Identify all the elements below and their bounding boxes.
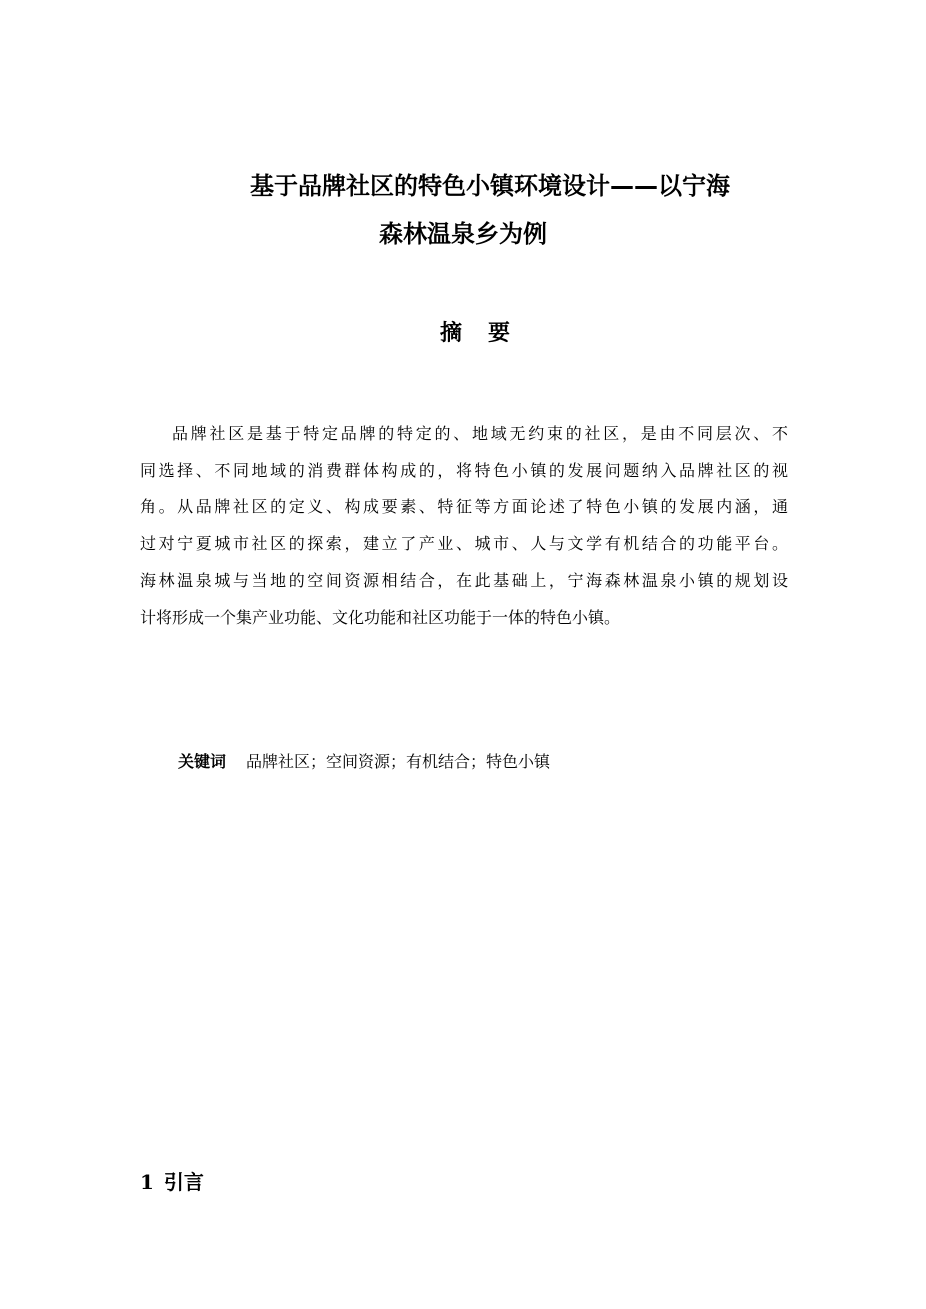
- abstract-line: 品牌社区是基于特定品牌的特定的、地域无约束的社区，是由不同层次、不: [172, 424, 788, 443]
- keywords-text: 品牌社区；空间资源；有机结合；特色小镇: [246, 752, 551, 771]
- paper-title-line-2: 森林温泉乡为例: [379, 220, 547, 248]
- section-number: 1: [140, 1170, 154, 1194]
- section-title: 引言: [163, 1170, 204, 1194]
- abstract-line: 计将形成一个集产业功能、文化功能和社区功能于一体的特色小镇。: [140, 607, 621, 627]
- section-heading: [140, 1166, 204, 1195]
- abstract-heading: 摘要: [439, 321, 536, 346]
- abstract-line: 海林温泉城与当地的空间资源相结合，在此基础上，宁海森林温泉小镇的规划设: [140, 570, 788, 590]
- abstract-body: [140, 416, 788, 636]
- keywords-label: 关键词: [178, 752, 227, 771]
- abstract-line: 同选择、不同地域的消费群体构成的，将特色小镇的发展问题纳入品牌社区的视: [140, 460, 788, 480]
- paper-title-line-1: 基于品牌社区的特色小镇环境设计——以宁海: [250, 172, 730, 200]
- abstract-line: 过对宁夏城市社区的探索，建立了产业、城市、人与文学有机结合的功能平台。: [140, 534, 788, 554]
- abstract-line: 角。从品牌社区的定义、构成要素、特征等方面论述了特色小镇的发展内涵，通: [140, 497, 788, 517]
- keywords: [178, 748, 550, 776]
